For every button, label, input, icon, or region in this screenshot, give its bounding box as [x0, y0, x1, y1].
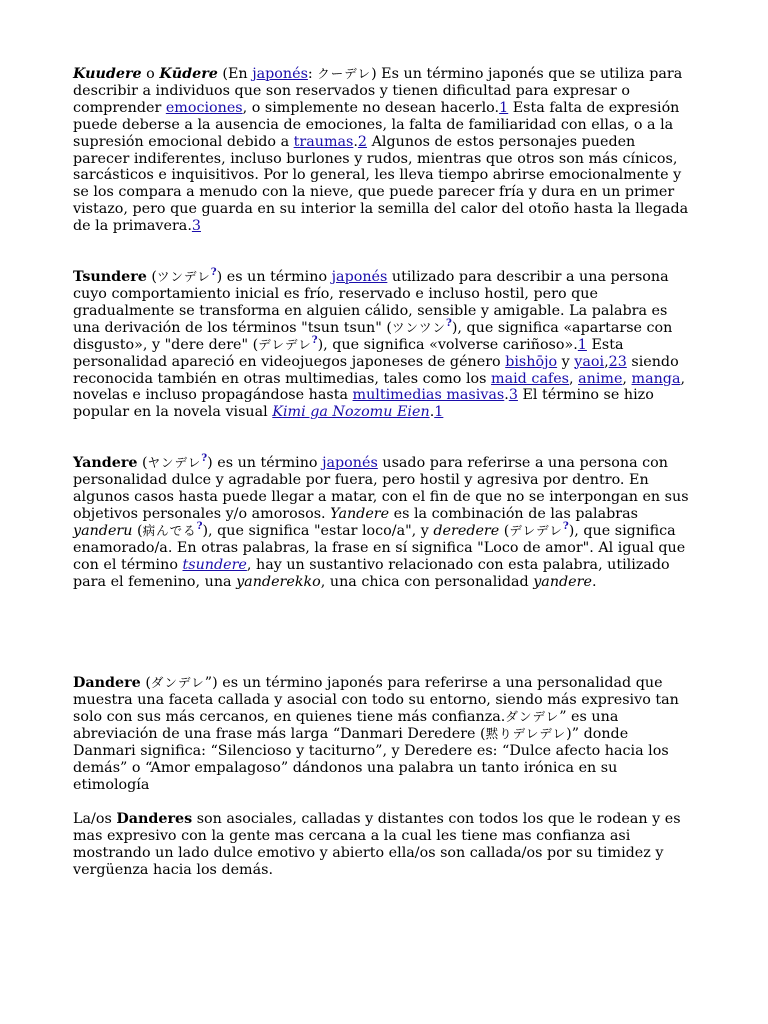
reference-link[interactable]: 1: [577, 336, 587, 353]
tsundere-term: Tsundere: [73, 269, 147, 286]
multimedias-masivas-link[interactable]: multimedias masivas: [352, 387, 505, 404]
yaoi-link[interactable]: yaoi: [574, 353, 605, 370]
kudere-term: Kūdere: [159, 66, 218, 82]
yandere-japanese: ヤンデレ: [147, 455, 202, 471]
yandere-paragraph: Yandere (ヤンデレ?) es un término japonés usado para referirse a una persona con personalidad dulce y agradable por fuera, pero hostil y agresiva por dentro. En algunos casos hasta puede llegar a matar, con el fin de que no se interpongan en sus objetivos personales y/o amorosos. Yandere es la combinación de las palabras yanderu (病んでる?), que significa "estar loco/a", y deredere (デレデレ?), que significa enamorado/a. En otras palabras, la frase en sí significa "Loco de amor". Al igual que con el término tsundere, hay un sustantivo relacionado con esta palabra, utilizado para el femenino, una yanderekko, una chica con personalidad yandere.: [73, 453, 689, 590]
kuudere-japanese: クーデレ: [317, 66, 372, 81]
reference-link[interactable]: 1: [499, 99, 509, 116]
help-link[interactable]: ?: [210, 267, 217, 279]
danderes-term: Danderes: [116, 810, 193, 827]
bishojo-link[interactable]: bishōjo: [505, 353, 558, 370]
japones-link[interactable]: japonés: [322, 455, 378, 472]
manga-link[interactable]: manga: [631, 370, 681, 387]
tsundere-paragraph: Tsundere (ツンデレ?) es un término japonés utilizado para describir a una persona cuyo comportamiento inicial es frío, reservado e incluso hostil, pero que gradualmente se transforma en alguien cálido, sensible y amigable. La palabra es una derivación de los términos "tsun tsun" (ツンツン?), que significa «apartarse con disgusto», y "dere dere" (デレデレ?), que significa «volverse cariñoso».1 Esta personalidad apareció en videojuegos japoneses de género bishōjo y yaoi,23 siendo reconocida también en otras multimedias, tales como los maid cafes, anime, manga, novelas e incluso propagándose hasta multimedias masivas.3 El término se hizo popular en la novela visual Kimi ga Nozomu Eien.1: [73, 267, 686, 421]
japones-link[interactable]: japonés: [252, 66, 308, 82]
japones-link[interactable]: japonés: [331, 269, 388, 286]
tsundere-japanese: ツンデレ: [157, 269, 211, 285]
reference-link[interactable]: 3: [191, 218, 201, 235]
help-link[interactable]: ?: [445, 317, 452, 329]
help-link[interactable]: ?: [311, 334, 318, 346]
emociones-link[interactable]: emociones: [165, 99, 243, 116]
dandere-term: Dandere: [73, 675, 141, 692]
maid-cafes-link[interactable]: maid cafes: [491, 370, 569, 387]
help-link[interactable]: ?: [201, 453, 208, 465]
document-page: [73, 66, 695, 878]
help-link[interactable]: ?: [562, 520, 569, 532]
anime-link[interactable]: anime: [578, 370, 623, 387]
reference-link[interactable]: 23: [608, 353, 627, 370]
dandere-japanese: ダンデレ: [150, 675, 205, 691]
dandere-paragraph: Dandere (ダンデレ”) es un término japonés para referirse a una personalidad que muestra una faceta callada y asocial con todo su entorno, siendo más expresivo tan solo con sus más cercanos, en quienes tiene más confianza.ダンデレ” es una abreviación de una frase más larga “Danmari Deredere (黙りデレデレ)” donde Danmari significa: “Silencioso y taciturno”, y Deredere es: “Dulce afecto hacia los demás” o “Amor empalagoso” dándonos una palabra un tanto irónica en su etimología: [73, 675, 679, 793]
reference-link[interactable]: 3: [508, 387, 518, 404]
reference-link[interactable]: 1: [434, 404, 444, 421]
tsundere-link[interactable]: tsundere: [182, 556, 247, 573]
danderes-paragraph: La/os Danderes son asociales, calladas y distantes con todos los que le rodean y es mas expresivo con la gente mas cercana a la cual les tiene mas confianza asi mostrando un lado dulce emotivo y abierto ella/os son callada/os por su timidez y vergüenza hacia los demás.: [73, 810, 681, 878]
kuudere-term: Kuudere: [73, 66, 142, 82]
kuudere-paragraph: Kuudere o Kūdere (En japonés: クーデレ) Es un término japonés que se utiliza para describir a individuos que son reservados y tienen dificultad para expresar o comprender emociones, o simplemente no desean hacerlo.1 Esta falta de expresión puede deberse a la ausencia de emociones, la falta de familiaridad con ellas, o a la supresión emocional debido a traumas.2 Algunos de estos personajes pueden parecer indiferentes, incluso burlones y rudos, mientras que otros son más cínicos, sarcásticos e inquisitivos. Por lo general, les lleva tiempo abrirse emocionalmente y se los compara a menudo con la nieve, que puede parecer fría y dura en un primer vistazo, pero que guarda en su interior la semilla del calor del otoño hasta la llegada de la primavera.3: [73, 66, 689, 235]
yandere-term: Yandere: [73, 455, 138, 472]
traumas-link[interactable]: traumas: [293, 133, 354, 150]
reference-link[interactable]: 2: [357, 133, 368, 150]
help-link[interactable]: ?: [196, 520, 203, 532]
kimi-ga-nozomu-eien-link[interactable]: Kimi ga Nozomu Eien: [272, 404, 430, 421]
